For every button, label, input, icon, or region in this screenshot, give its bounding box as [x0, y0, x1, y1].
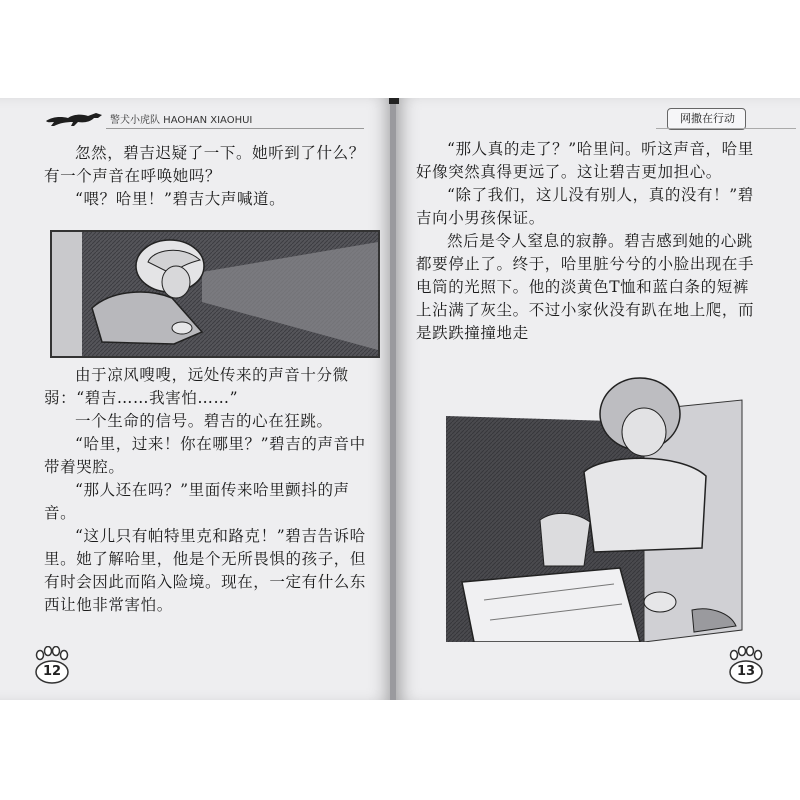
- paragraph: “喂？哈里！”碧吉大声喊道。: [75, 190, 286, 208]
- page-number-right: [726, 646, 766, 686]
- paragraph: “那人真的走了？”哈里问。听这声音，哈里好像突然真得更远了。这让碧吉更加担心。: [416, 140, 754, 181]
- paragraph: 然后是令人窒息的寂静。碧吉感到她的心跳都要停止了。终于，哈里脏兮兮的小脸出现在手电筒的光照下。他的淡黄色T恤和蓝白条的短裤上沾满了灰尘。不过小家伙没有趴在地上爬，而是跌跌撞撞地走: [416, 232, 755, 342]
- chapter-title: 网撒在行动: [667, 108, 746, 130]
- running-header: [44, 108, 374, 130]
- page-number-left: [32, 646, 72, 686]
- paragraph: 一个生命的信号。碧吉的心在狂跳。: [75, 412, 333, 430]
- paragraph: “那人还在吗？”里面传来哈里颤抖的声音。: [44, 481, 350, 522]
- illustration-girl-flashlight: [50, 230, 380, 358]
- open-book: [0, 98, 800, 700]
- right-page: [396, 98, 800, 700]
- illustration-boy-crawling: [444, 370, 744, 642]
- header-rule: [656, 128, 796, 129]
- right-text-top: [416, 138, 762, 345]
- left-text-top: [44, 142, 376, 211]
- running-dog-icon: [44, 110, 106, 128]
- girl-flashlight-drawing: [52, 232, 378, 356]
- paragraph: “这儿只有帕特里克和路克！”碧吉告诉哈里。她了解哈里，他是个无所畏惧的孩子，但有时会因此而陷入险境。现在，一定有什么东西让他非常害怕。: [44, 527, 367, 614]
- paragraph: “除了我们，这儿没有别人，真的没有！”碧吉向小男孩保证。: [416, 186, 754, 227]
- left-text-bottom: [44, 364, 376, 617]
- header-rule: [106, 128, 364, 129]
- left-page: [0, 98, 392, 700]
- page-number-text: 12: [42, 664, 62, 679]
- series-title: 警犬小虎队 HAOHAN XIAOHUI: [110, 115, 253, 126]
- paragraph: “哈里，过来！你在哪里？”碧吉的声音中带着哭腔。: [44, 435, 366, 476]
- boy-crawling-drawing: [444, 370, 744, 642]
- page-number-text: 13: [736, 664, 756, 679]
- spine-top: [389, 98, 399, 104]
- paragraph: 忽然，碧吉迟疑了一下。她听到了什么？有一个声音在呼唤她吗？: [44, 144, 365, 185]
- paragraph: 由于凉风嗖嗖，远处传来的声音十分微弱：“碧吉……我害怕……”: [44, 366, 349, 407]
